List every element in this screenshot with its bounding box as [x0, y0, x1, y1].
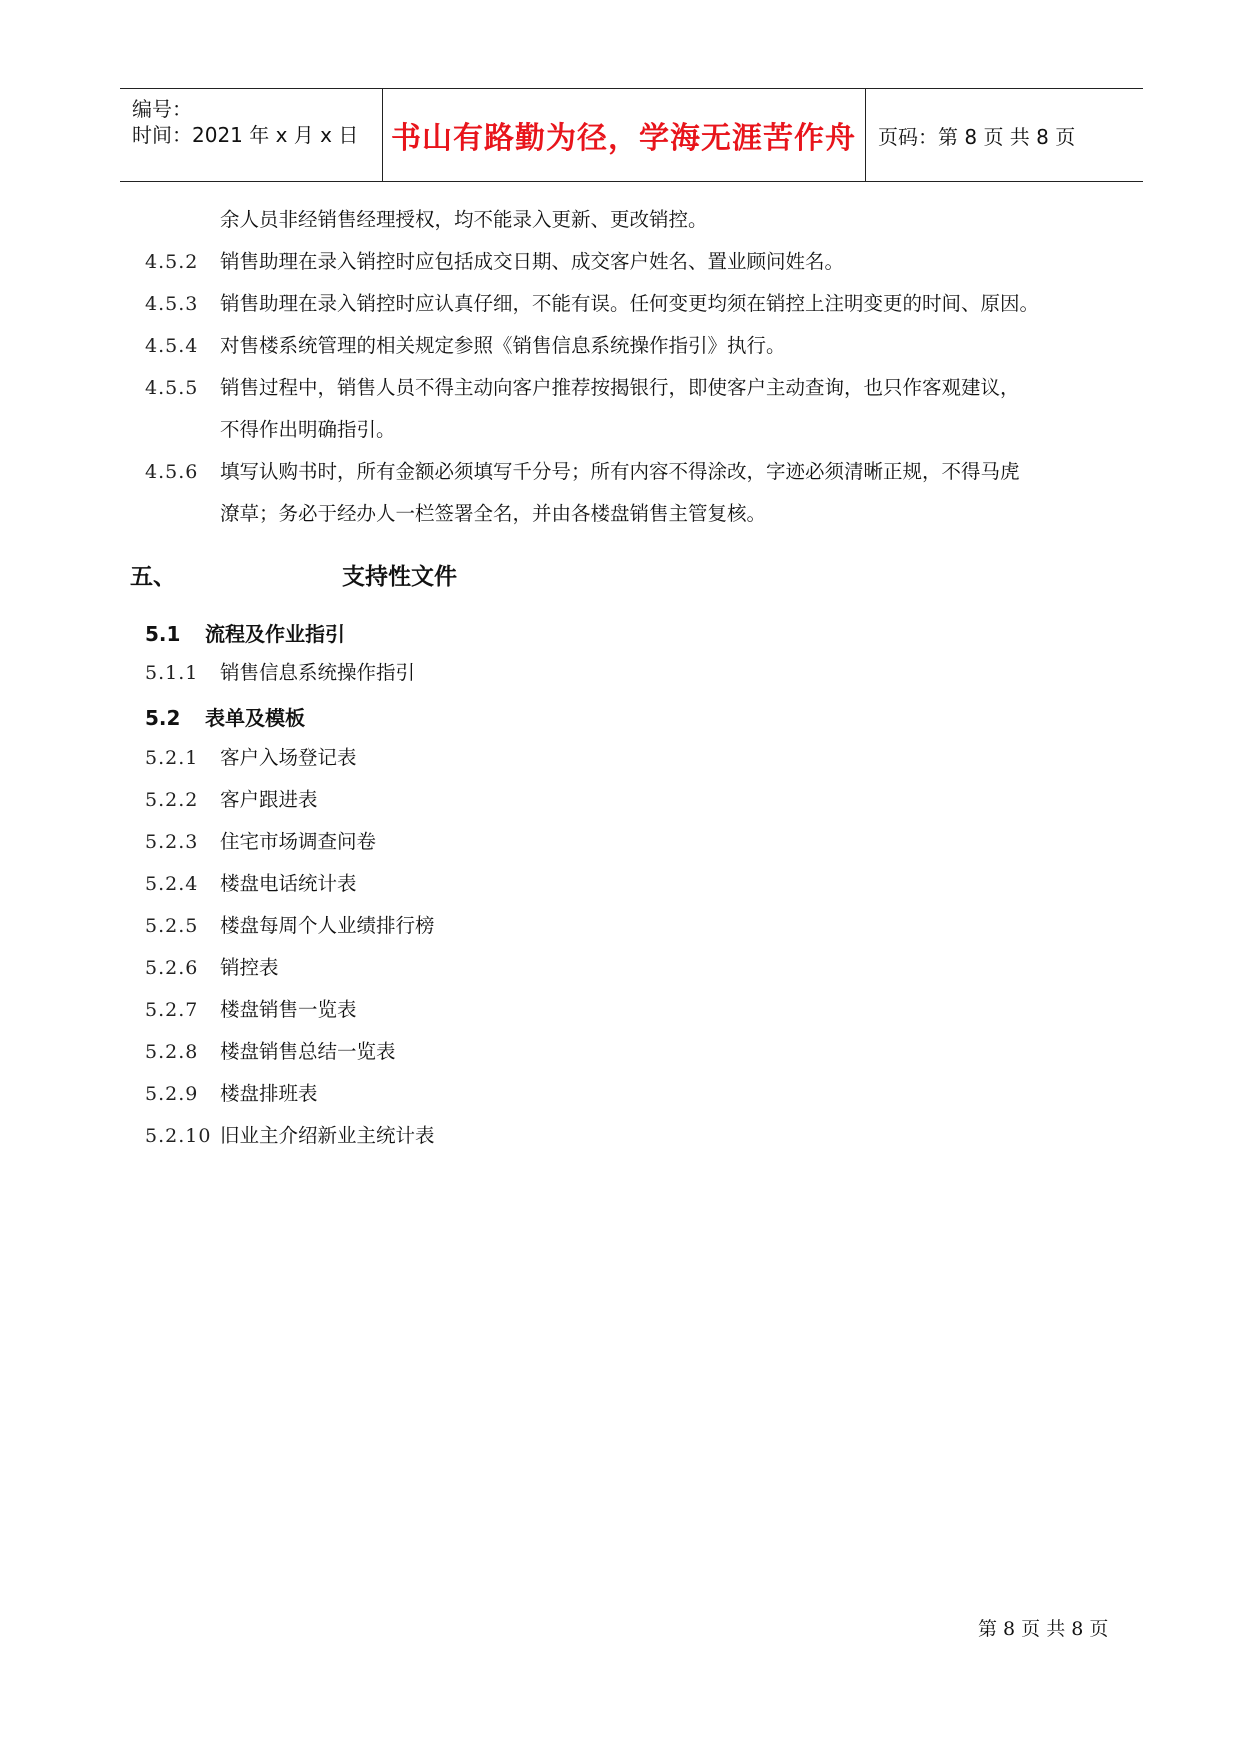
list-item — [145, 870, 357, 898]
item-text: 客户入场登记表 — [220, 746, 357, 769]
item-text: 楼盘每周个人业绩排行榜 — [220, 914, 435, 937]
subsection-number: 5.1 — [145, 622, 181, 646]
header-page-cell — [866, 89, 1143, 181]
list-item — [145, 458, 1020, 486]
item-number: 5.2.1 — [145, 747, 199, 769]
list-item — [145, 1080, 318, 1108]
item-text: 旧业主介绍新业主统计表 — [220, 1124, 435, 1147]
item-text: 楼盘排班表 — [220, 1082, 318, 1105]
list-item — [145, 1038, 396, 1066]
item-number: 4.5.3 — [145, 293, 199, 315]
list-item — [145, 912, 435, 940]
item-text: 客户跟进表 — [220, 788, 318, 811]
item-number: 5.2.6 — [145, 957, 199, 979]
item-text: 销售过程中，销售人员不得主动向客户推荐按揭银行，即使客户主动查询，也只作客观建议， — [220, 376, 1020, 399]
list-item — [145, 332, 786, 360]
document-header — [120, 88, 1143, 182]
motto-text: 书山有路勤为径，学海无涯苦作舟 — [391, 121, 856, 156]
page-info: 页码：第 8 页 共 8 页 — [878, 124, 1076, 149]
subsection-title: 流程及作业指引 — [205, 622, 345, 646]
header-info-cell — [120, 89, 383, 181]
item-text: 住宅市场调查问卷 — [220, 830, 377, 853]
list-item — [145, 248, 844, 276]
subsection-heading — [145, 702, 305, 731]
paragraph-continuation: 余人员非经销售经理授权，均不能录入更新、更改销控。 — [220, 208, 708, 231]
section-heading — [130, 558, 457, 591]
item-number: 5.2.5 — [145, 915, 199, 937]
list-item — [145, 996, 357, 1024]
item-number: 4.5.4 — [145, 335, 199, 357]
item-number: 5.2.2 — [145, 789, 199, 811]
item-text: 销售助理在录入销控时应包括成交日期、成交客户姓名、置业顾问姓名。 — [220, 250, 845, 273]
subsection-heading — [145, 618, 345, 647]
list-item — [145, 786, 318, 814]
number-label: 编号： — [132, 97, 192, 121]
item-text: 销售信息系统操作指引 — [220, 661, 416, 684]
list-item — [145, 659, 415, 687]
item-text: 对售楼系统管理的相关规定参照《销售信息系统操作指引》执行。 — [220, 334, 786, 357]
list-item — [145, 290, 1039, 318]
item-text: 楼盘电话统计表 — [220, 872, 357, 895]
item-number: 4.5.6 — [145, 461, 199, 483]
subsection-number: 5.2 — [145, 706, 181, 730]
section-number: 五、 — [130, 564, 176, 590]
list-item — [145, 828, 376, 856]
list-item — [145, 744, 357, 772]
list-item — [145, 954, 279, 982]
item-number: 5.2.4 — [145, 873, 199, 895]
item-number: 5.2.7 — [145, 999, 199, 1021]
item-number: 4.5.2 — [145, 251, 199, 273]
section-title: 支持性文件 — [342, 564, 457, 590]
time-label: 时间：2021 年 x 月 x 日 — [132, 123, 359, 147]
item-text: 销售助理在录入销控时应认真仔细，不能有误。任何变更均须在销控上注明变更的时间、原因。 — [220, 292, 1040, 315]
item-number: 5.2.8 — [145, 1041, 199, 1063]
item-text: 销控表 — [220, 956, 279, 979]
page-footer: 第 8 页 共 8 页 — [978, 1618, 1109, 1640]
item-text: 楼盘销售一览表 — [220, 998, 357, 1021]
item-number: 5.2.10 — [145, 1125, 212, 1147]
item-text: 填写认购书时，所有金额必须填写千分号；所有内容不得涂改，字迹必须清晰正规，不得马虎 — [220, 460, 1020, 483]
item-number: 5.2.9 — [145, 1083, 199, 1105]
paragraph-continuation: 不得作出明确指引。 — [220, 418, 396, 441]
list-item — [145, 1122, 435, 1150]
header-motto-cell — [382, 89, 866, 181]
item-number: 4.5.5 — [145, 377, 199, 399]
list-item — [145, 374, 1020, 402]
paragraph-continuation: 潦草；务必于经办人一栏签署全名，并由各楼盘销售主管复核。 — [220, 502, 767, 525]
item-number: 5.1.1 — [145, 662, 199, 684]
item-text: 楼盘销售总结一览表 — [220, 1040, 396, 1063]
subsection-title: 表单及模板 — [205, 706, 305, 730]
item-number: 5.2.3 — [145, 831, 199, 853]
